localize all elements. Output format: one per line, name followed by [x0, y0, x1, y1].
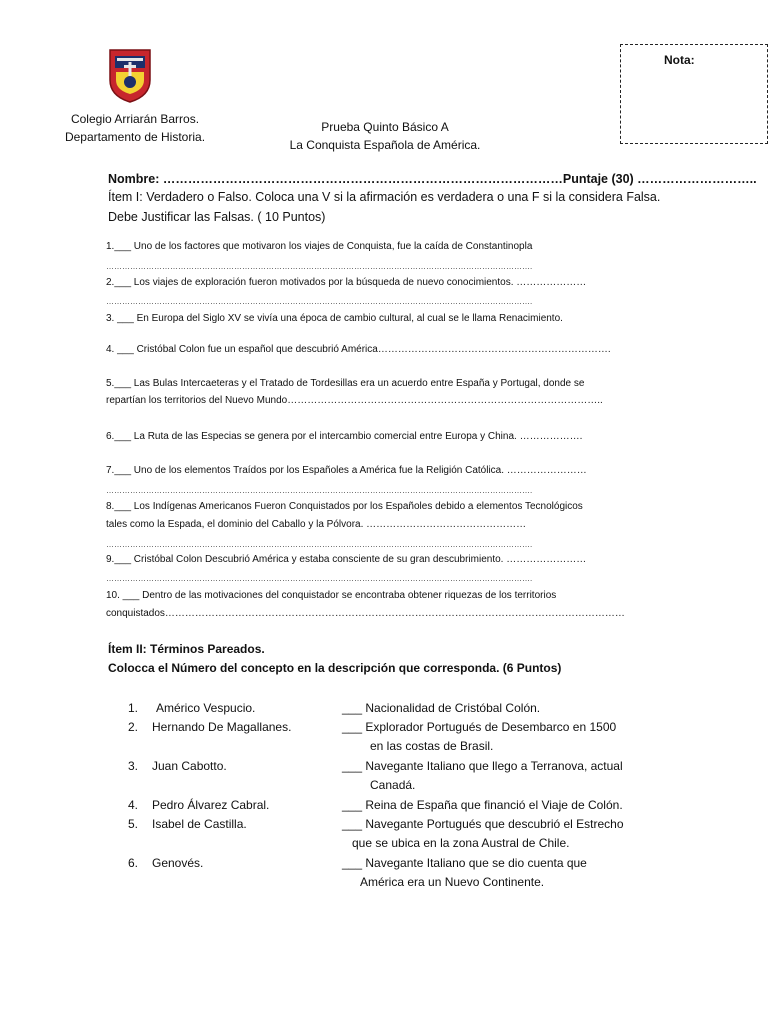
question-8-cont: tales como la Espada, el dominio del Caballo y la Pólvora. …………………………………………: [106, 519, 527, 530]
term-name: Américo Vespucio.: [156, 701, 256, 715]
question-8: 8.___ Los Indígenas Americanos Fueron Conquistados por los Españoles debido a elementos Tecnológicos: [106, 501, 583, 512]
term-description-cont: América era un Nuevo Continente.: [360, 875, 545, 889]
term-number: 3.: [128, 759, 139, 773]
item2-subtitle: Colocca el Número del concepto en la descripción que corresponda. (6 Puntos): [108, 661, 562, 675]
grade-label: Nota:: [664, 53, 695, 67]
test-title: Prueba Quinto Básico A: [321, 120, 449, 134]
answer-line: …………………………………………………………………………………………………………………………………………….: [106, 297, 533, 306]
question-2: 2.___ Los viajes de exploración fueron motivados por la búsqueda de nuevo conocimientos. …………………: [106, 277, 587, 288]
answer-line: …………………………………………………………………………………………………………………………………………….: [106, 486, 533, 495]
term-description: ___ Nacionalidad de Cristóbal Colón.: [342, 701, 541, 715]
term-description-cont: Canadá.: [370, 778, 416, 792]
term-number: 1.: [128, 701, 139, 715]
term-description: ___ Navegante Italiano que llego a Terranova, actual: [342, 759, 623, 773]
term-description: ___ Explorador Portugués de Desembarco en 1500: [342, 720, 617, 734]
item1-title: Ítem I: Verdadero o Falso. Coloca una V si la afirmación es verdadera o una F si la considera Falsa.: [108, 190, 661, 204]
question-5-cont: repartían los territorios del Nuevo Mundo…………………………………………………………………………………..: [106, 395, 603, 406]
question-4: 4. ___ Cristóbal Colon fue un español que descubrió América…………………………………………………………….: [106, 344, 611, 355]
question-10-cont: conquistados…………………………………………………………………………………………………………………………: [106, 608, 625, 619]
term-number: 4.: [128, 798, 139, 812]
answer-line: …………………………………………………………………………………………………………………………………………….: [106, 540, 533, 549]
name-score-line: Nombre: ……………………………………………………………………………………Puntaje (30) ………………………..: [108, 172, 757, 186]
answer-line: …………………………………………………………………………………………………………………………………………….: [106, 574, 533, 583]
question-6: 6.___ La Ruta de las Especias se genera por el intercambio comercial entre Europa y China. ……………….: [106, 431, 583, 442]
question-7: 7.___ Uno de los elementos Traídos por los Españoles a América fue la Religión Católica. ……………………: [106, 465, 587, 476]
term-name: Isabel de Castilla.: [152, 817, 247, 831]
term-description: ___ Navegante Portugués que descubrió el Estrecho: [342, 817, 624, 831]
question-5: 5.___ Las Bulas Intercaeteras y el Tratado de Tordesillas era un acuerdo entre España y Portugal, donde se: [106, 378, 585, 389]
question-10: 10. ___ Dentro de las motivaciones del conquistador se encontraba obtener riquezas de los territorios: [106, 590, 557, 601]
question-9: 9.___ Cristóbal Colon Descubrió América y estaba consciente de su gran descubrimiento. ……………………: [106, 554, 587, 565]
school-crest-icon: [106, 46, 154, 104]
term-description: ___ Reina de España que financió el Viaje de Colón.: [342, 798, 623, 812]
term-description: ___ Navegante Italiano que se dio cuenta que: [342, 856, 587, 870]
answer-line: …………………………………………………………………………………………………………………………………………….: [106, 262, 533, 271]
term-description-cont: en las costas de Brasil.: [370, 739, 494, 753]
item1-subtitle: Debe Justificar las Falsas. ( 10 Puntos): [108, 210, 326, 224]
question-1: 1.___ Uno de los factores que motivaron los viajes de Conquista, fue la caída de Constantinopla: [106, 241, 533, 252]
term-name: Pedro Álvarez Cabral.: [152, 798, 270, 812]
department-name: Departamento de Historia.: [64, 130, 206, 144]
term-number: 6.: [128, 856, 139, 870]
term-number: 5.: [128, 817, 139, 831]
school-name: Colegio Arriarán Barros.: [70, 112, 200, 126]
term-number: 2.: [128, 720, 139, 734]
term-description-cont: que se ubica en la zona Austral de Chile.: [352, 836, 570, 850]
question-3: 3. ___ En Europa del Siglo XV se vivía una época de cambio cultural, al cual se le llama Renacimiento.: [106, 313, 563, 324]
term-name: Hernando De Magallanes.: [152, 720, 292, 734]
item2-title: Ítem II: Términos Pareados.: [108, 642, 265, 656]
term-name: Juan Cabotto.: [152, 759, 227, 773]
test-subtitle: La Conquista Española de América.: [289, 138, 481, 152]
term-name: Genovés.: [152, 856, 204, 870]
